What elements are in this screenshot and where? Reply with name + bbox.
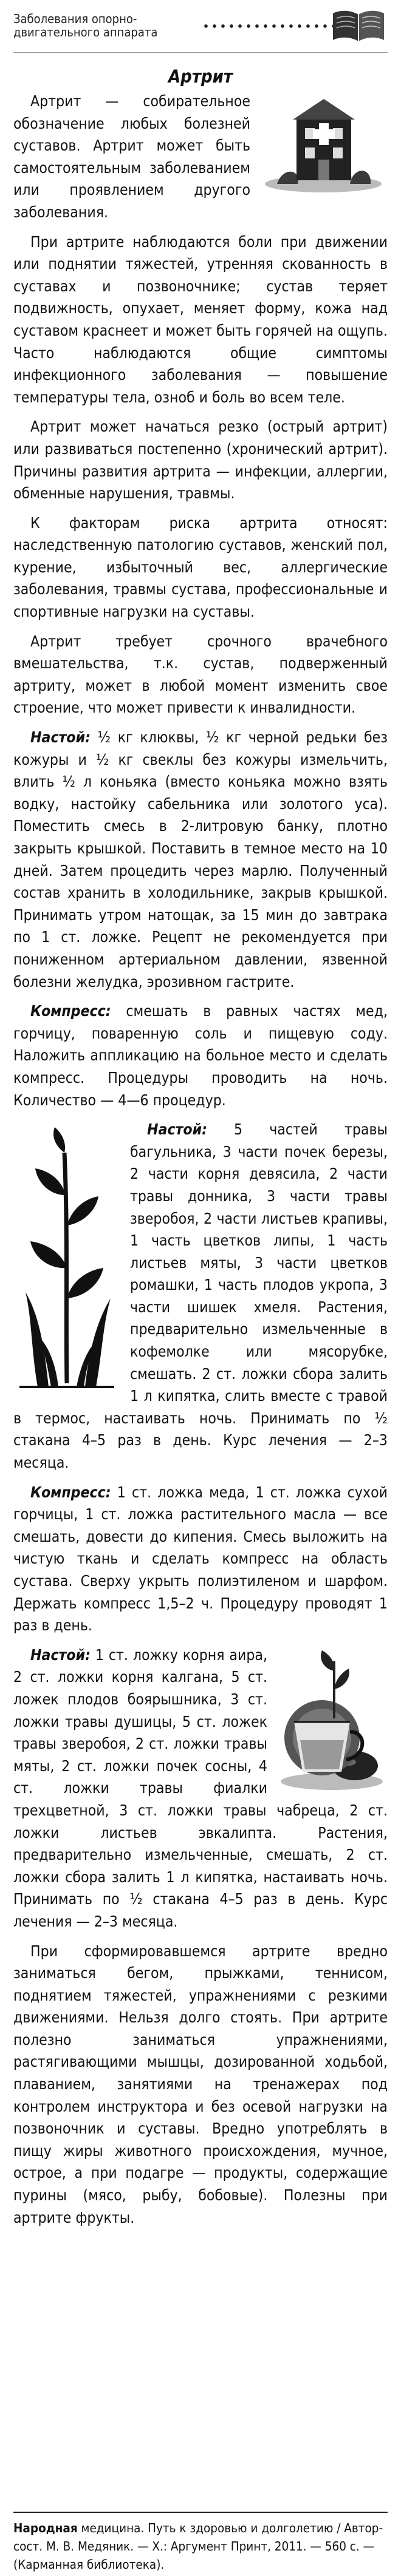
paragraph-recommendations [13, 1940, 388, 2229]
paragraph-text: Артрит — собирательное обозначение любых болезней суставов. Артрит может быть самостоятельным заболеванием или проявлением другого заболевания. [13, 92, 250, 221]
paragraph-text: При сформировавшемся артрите вредно заниматься бегом, прыжками, теннисом, поднятием тяжестей, упражнениями с резкими движениями. Нельзя долго стоять. При артрите полезно заниматься упражнениями, растягивающими мышцы, дозированной ходьбой, плаванием, занятиями на тренажерах под контролем инструктора и без осевой нагрузки на позвоночник и суставы. Вредно употреблять в пищу жиры животного происхождения, мучное, острое, а при подагре — продукты, содержащие пурины (мясо, рыбу, бобовые). Полезны при артрите фрукты. [13, 1942, 388, 2226]
paragraph-definition [13, 90, 388, 224]
paragraph-text: Артрит требует срочного врачебного вмешательства, т.к. сустав, подверженный артриту, может в любой момент изменить свое строение, что может привести к инвалидности. [13, 632, 388, 717]
recipe-infusion-2 [13, 1119, 388, 1474]
recipe-label: Компресс: [30, 1483, 111, 1501]
plant-illustration [13, 1122, 120, 1389]
paragraph-warning [13, 631, 388, 719]
recipe-text: смешать в равных частях мед, горчицу, поваренную соль и пищевую соду. Наложить аппликацию на больное место и сделать компресс. Процедуры проводить на ночь. Количество — 4—6 процедур. [13, 1002, 388, 1109]
paragraph-causes [13, 416, 388, 504]
hospital-illustration [259, 93, 388, 195]
recipe-text: 5 частей травы багульника, 3 части почек березы, 2 части корня девясила, 2 части травы донника, 3 части травы зверобоя, 2 части листьев крапивы, 1 часть цветков липы, 1 часть листьев мяты, 3 части цветков ромашки, 1 часть плодов укропа, 3 части шишек хмеля. Растения, предварительно измельченные в кофемолке или мясорубке, смешать. 2 ст. ложки сбора залить 1 л кипятка, слить вместе с травой в термос, настаивать ночь. Принимать по ½ стакана 4–5 раз в день. Курс лечения — 2–3 месяца. [13, 1120, 388, 1472]
recipe-label: Настой: [147, 1120, 207, 1139]
source-details: медицина. Путь к здоровью и долголетию / Автор-сост. М. В. Медяник. — Х.: Аргумент Принт, 2011. — 560 с. — (Карманная библиотека). [13, 2521, 383, 2572]
recipe-text: 1 ст. ложку корня аира, 2 ст. ложки корня калгана, 5 ст. ложек плодов боярышника, 3 ст. ложки травы душицы, 5 ст. ложек травы зверобоя, 2 ст. ложки травы мяты, 2 ст. ложки почек сосны, 4 ст. ложки травы фиалки трехцветной, 3 ст. ложки травы чабреца, 2 ст. ложки листьев эвкалипта. Растения, предварительно измельченные, смешать, 2 ст. ложки сбора залить 1 л кипятка, настаивать ночь. Принимать по ½ стакана 4–5 раз в день. Курс лечения — 2–3 месяца. [13, 1646, 388, 1930]
recipe-compress-2 [13, 1482, 388, 1637]
article-body [13, 90, 388, 2229]
recipe-compress-1 [13, 1000, 388, 1111]
paragraph-text: При артрите наблюдаются боли при движении или поднятии тяжестей, утренняя скованность в суставах и позвоночнике; сустав теряет подвижность, опухает, меняет форму, кожа над суставом краснеет и может быть горячей на ощупь. Часто наблюдаются общие симптомы инфекционного заболевания — повышение температуры тела, озноб и боль во всем теле. [13, 232, 388, 406]
paragraph-text: Артрит может начаться резко (острый артрит) или развиваться постепенно (хронический артрит). Причины развития артрита — инфекции, аллергии, обменные нарушения, травмы. [13, 418, 388, 503]
paragraph-text: К факторам риска артрита относят: наследственную патологию суставов, женский пол, курение, избыточный вес, аллергические заболевания, травмы сустава, профессиональные и спортивные нагрузки на суставы. [13, 514, 388, 621]
dotted-divider [202, 22, 335, 30]
book-icon [331, 6, 386, 44]
recipe-label: Компресс: [30, 1002, 111, 1020]
page-header [13, 6, 388, 53]
recipe-text: ½ кг клюквы, ½ кг черной редьки без кожуры и ½ кг свеклы без кожуры измельчить, влить ½ л коньяка (вместо коньяка можно взять водку, настойку сабельника или золотого уса). Поместить смесь в 2-литровую банку, плотно закрыть крышкой. Поставить в темное место на 10 дней. Затем процедить через марлю. Полученный состав хранить в холодильнике, закрыв крышкой. Принимать утром натощак, за 15 мин до завтрака по 1 ст. ложке. Рецепт не рекомендуется при пониженном артериальном давлении, язвенной болезни желудка, эрозивном гастрите. [13, 728, 388, 991]
recipe-infusion-1 [13, 727, 388, 993]
paragraph-symptoms [13, 231, 388, 409]
teapot-illustration [276, 1647, 388, 1792]
section-title: Заболевания опорно-двигательного аппарата [13, 12, 158, 39]
paragraph-risk-factors [13, 512, 388, 623]
source-citation [13, 2512, 388, 2574]
source-title-bold: Народная [13, 2521, 78, 2535]
recipe-label: Настой: [30, 728, 91, 747]
recipe-text: 1 ст. ложка меда, 1 ст. ложка сухой горчицы, 1 ст. ложка растительного масла — все смешать, довести до кипения. Смесь выложить на чистую ткань и сделать компресс на область сустава. Сверху укрыть полиэтиленом и шарфом. Держать компресс 1,5–2 ч. Процедуру проводят 1 раз в день. [13, 1483, 388, 1635]
article-title: Артрит [168, 66, 233, 87]
recipe-label: Настой: [30, 1646, 91, 1664]
recipe-infusion-3 [13, 1644, 388, 1933]
